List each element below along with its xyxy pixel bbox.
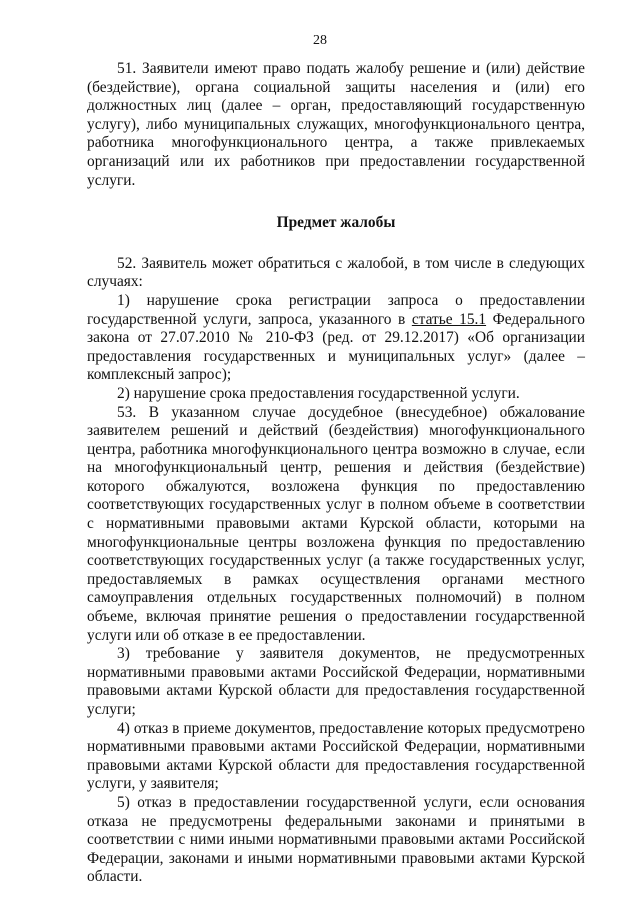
- section-heading: Предмет жалобы: [276, 214, 396, 232]
- list-item-1: [87, 292, 585, 385]
- paragraph-51: 51. Заявители имеют право подать жалобу решение и (или) действие (бездействие), органа социальной защиты населения и (или) его должностных лиц (далее – орган, предоставляющий государственную услугу), либо муниципальных служащих, многофункционального центра, работника многофункционального центра, а также привлекаемых организаций или их работников при предоставлении государственной услуги.: [87, 60, 585, 189]
- list-item-4: 4) отказ в приеме документов, предоставление которых предусмотрено нормативными правовыми актами Российской Федерации, нормативными правовыми актами Курской области для предоставления государственной услуги, у заявителя;: [87, 719, 585, 793]
- page-number: 28: [313, 33, 327, 48]
- paragraph-52-intro: 52. Заявитель может обратиться с жалобой, в том числе в следующих случаях:: [87, 254, 585, 291]
- list-item-2: 2) нарушение срока предоставления государственной услуги.: [117, 384, 520, 402]
- paragraph-53: 53. В указанном случае досудебное (внесудебное) обжалование заявителем решений и действий (бездействия) многофункционального центра, работника многофункционального центра возможно в случае, если на многофункциональный центр, решения и действия (бездействие) которого обжалуются, возложена функция по предоставлению соответствующих государственных услуг в полном объеме в соответствии с нормативными правовыми актами Курской области, которыми на многофункциональные центры возложена функция по предоставлению соответствующих государственных услуг (а также государственных услуг, предоставляемых в рамках осуществления органами местного самоуправления отдельных государственных полномочий) в полном объеме, включая принятие решения о предоставлении государственной услуги или об отказе в ее предоставлении.: [87, 403, 585, 644]
- list-item-1-text-before: 1) нарушение срока регистрации запроса о предоставлении государственной услуги, запроса, указанного в: [87, 291, 585, 328]
- list-item-1-text-after: Федерального закона от 27.07.2010 № 210-ФЗ (ред. от 29.12.2017) «Об организации предоставления государственных и муниципальных услуг» (далее – комплексный запрос);: [87, 310, 585, 384]
- law-article-link[interactable]: статье 15.1: [411, 310, 487, 328]
- list-item-5: 5) отказ в предоставлении государственной услуги, если основания отказа не предусмотрены федеральными законами и принятыми в соответствии с ними иными нормативными правовыми актами Российской Федерации, законами и иными нормативными правовыми актами Курской области.: [87, 793, 585, 886]
- list-item-3: 3) требование у заявителя документов, не предусмотренных нормативными правовыми актами Российской Федерации, нормативными правовыми актами Курской области для предоставления государственной услуги;: [87, 645, 585, 718]
- document-body: [87, 60, 585, 887]
